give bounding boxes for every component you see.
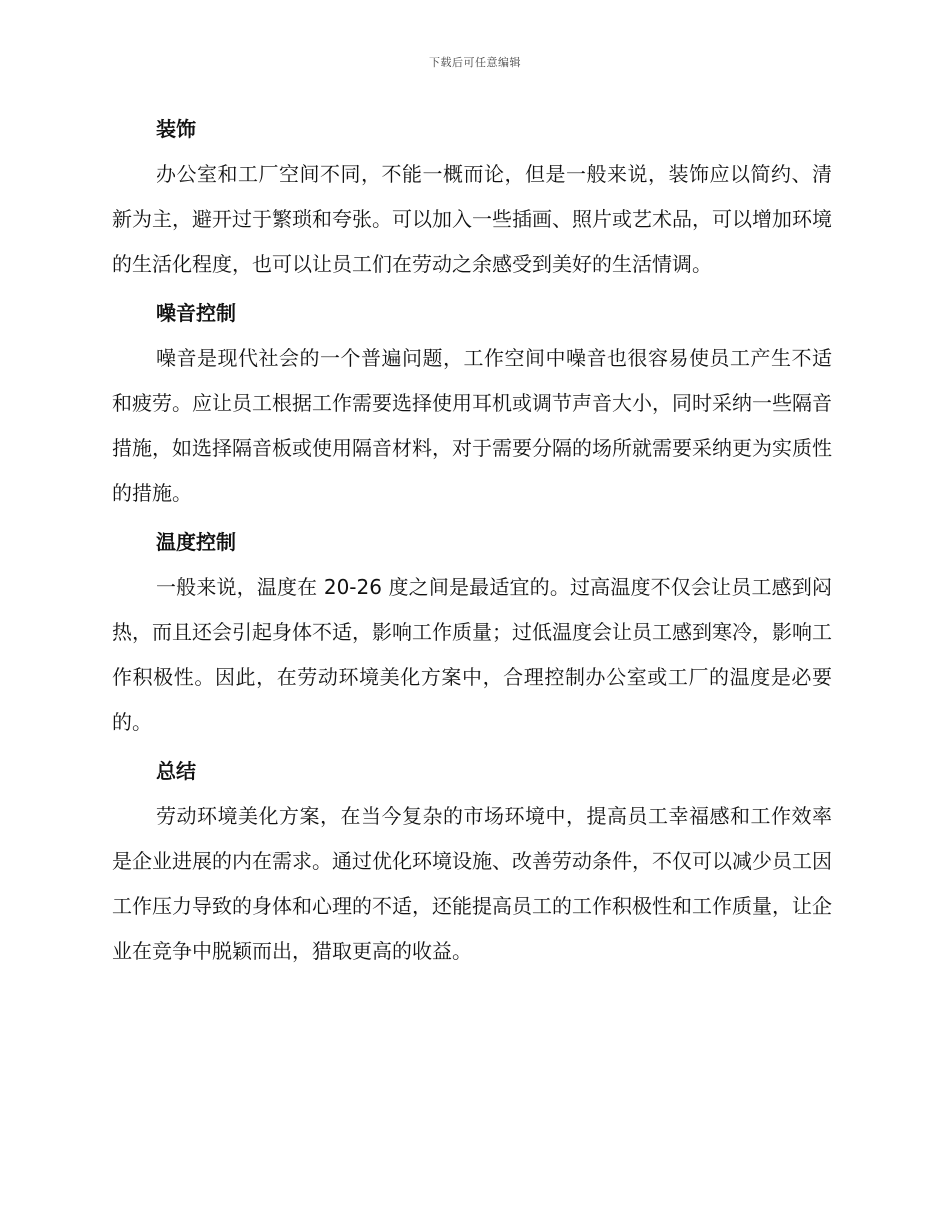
section-noise-control [112, 290, 832, 516]
section-heading: 装饰 [156, 117, 196, 141]
section-heading: 温度控制 [156, 530, 236, 554]
section-temperature-control [112, 519, 832, 745]
section-paragraph: 噪音是现代社会的一个普遍问题，工作空间中噪音也很容易使员工产生不适和疲劳。应让员工根据工作需要选择使用耳机或调节声音大小，同时采纳一些隔音措施，如选择隔音板或使用隔音材料，对于需要分隔的场所就需要采纳更为实质性的措施。 [112, 346, 832, 505]
section-summary [112, 748, 832, 974]
page-header: 下载后可任意编辑 [429, 56, 521, 69]
section-paragraph: 办公室和工厂空间不同，不能一概而论，但是一般来说，装饰应以简约、清新为主，避开过于繁琐和夸张。可以加入一些插画、照片或艺术品，可以增加环境的生活化程度，也可以让员工们在劳动之余感受到美好的生活情调。 [112, 162, 832, 276]
document-body [112, 106, 832, 977]
section-decoration [112, 106, 832, 287]
section-heading: 总结 [156, 759, 196, 783]
section-heading: 噪音控制 [156, 301, 236, 325]
section-paragraph: 劳动环境美化方案，在当今复杂的市场环境中，提高员工幸福感和工作效率是企业进展的内在需求。通过优化环境设施、改善劳动条件，不仅可以减少员工因工作压力导致的身体和心理的不适，还能提高员工的工作积极性和工作质量，让企业在竞争中脱颖而出，猎取更高的收益。 [112, 804, 832, 963]
section-paragraph: 一般来说，温度在 20-26 度之间是最适宜的。过高温度不仅会让员工感到闷热，而且还会引起身体不适，影响工作质量；过低温度会让员工感到寒冷，影响工作积极性。因此，在劳动环境美化方案中，合理控制办公室或工厂的温度是必要的。 [112, 575, 832, 734]
